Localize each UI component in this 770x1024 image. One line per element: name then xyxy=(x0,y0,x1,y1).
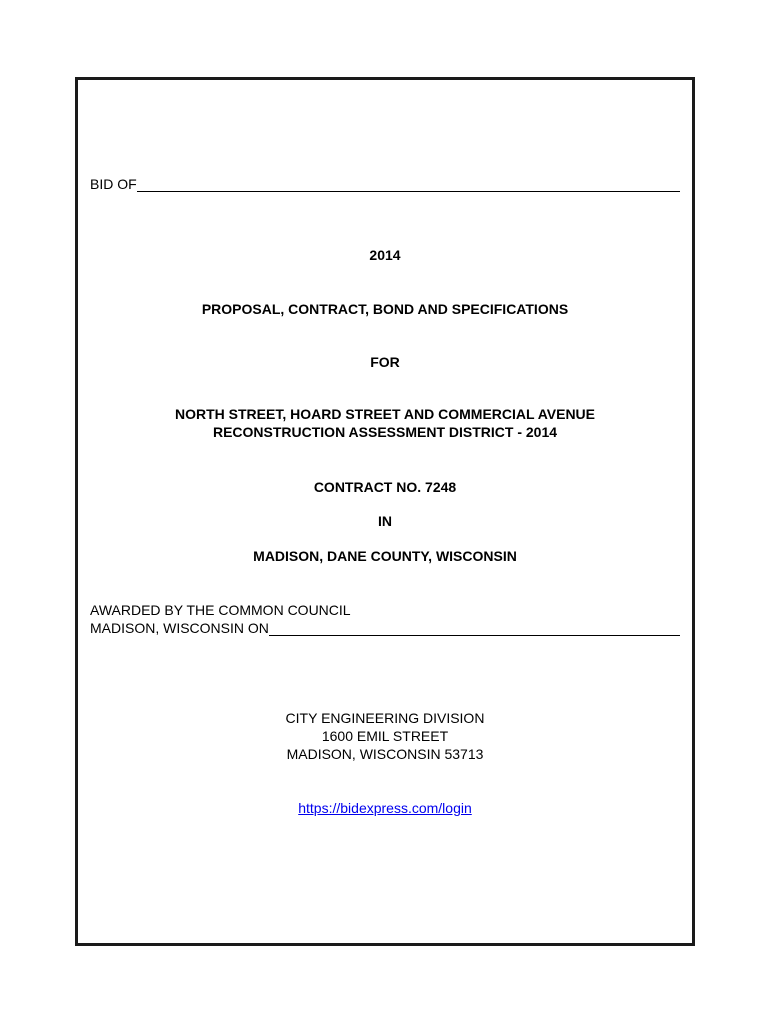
awarded-on-blank-line xyxy=(269,622,680,636)
bidexpress-link[interactable]: https://bidexpress.com/login xyxy=(298,800,472,816)
in-label: IN xyxy=(378,513,392,529)
awarded-by-line: AWARDED BY THE COMMON COUNCIL xyxy=(90,602,351,618)
awarded-on-label: MADISON, WISCONSIN ON xyxy=(90,620,269,636)
project-title-line2: RECONSTRUCTION ASSESSMENT DISTRICT - 2014 xyxy=(212,424,558,440)
contract-number: CONTRACT NO. 7248 xyxy=(313,479,457,495)
bid-of-field xyxy=(90,176,680,192)
location-heading: MADISON, DANE COUNTY, WISCONSIN xyxy=(253,548,517,564)
street-address: 1600 EMIL STREET xyxy=(321,728,449,744)
document-year: 2014 xyxy=(369,247,401,263)
for-label: FOR xyxy=(370,354,400,370)
link-container xyxy=(78,800,692,817)
city-state-zip: MADISON, WISCONSIN 53713 xyxy=(286,746,484,762)
bid-of-label: BID OF xyxy=(90,176,137,192)
project-title-line1: NORTH STREET, HOARD STREET AND COMMERCIAL AVENUE xyxy=(174,406,595,422)
awarded-on-field xyxy=(90,620,680,636)
bid-of-blank-line xyxy=(137,178,680,192)
division-name: CITY ENGINEERING DIVISION xyxy=(285,710,485,726)
document-heading: PROPOSAL, CONTRACT, BOND AND SPECIFICATIONS xyxy=(201,301,569,317)
